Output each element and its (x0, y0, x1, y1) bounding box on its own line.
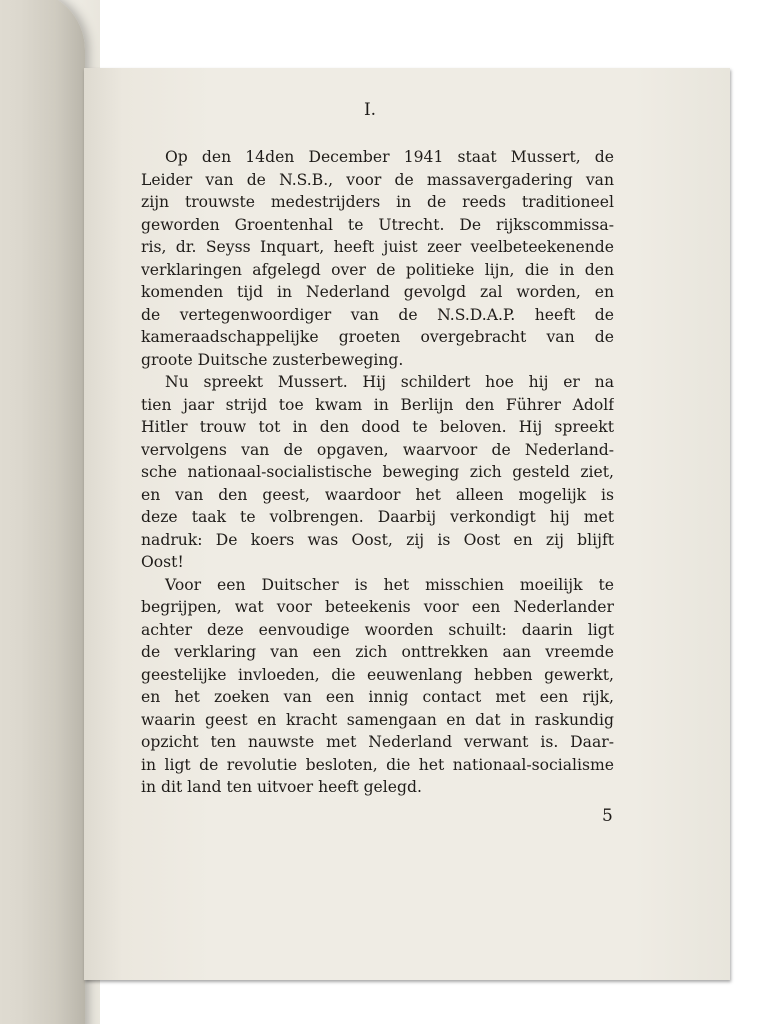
text-line: in ligt de revolutie besloten, die het nationaal-socialisme (141, 755, 614, 774)
text-line: en het zoeken van een innig contact met een rijk, (141, 688, 614, 706)
text-line: Leider van de N.S.B., voor de massavergadering van (141, 170, 614, 189)
text-line: Oost! (141, 553, 184, 571)
paragraph (141, 574, 614, 799)
text-line: sche nationaal-socialistische beweging zich gesteld ziet, (141, 463, 614, 481)
text-line: Op den 14den December 1941 staat Mussert, de (165, 148, 614, 166)
text-line: zijn trouwste medestrijders in de reeds traditioneel (141, 193, 614, 211)
text-line: groote Duitsche zusterbeweging. (141, 350, 404, 369)
text-line: waarin geest en kracht samengaan en dat in raskundig (141, 710, 614, 729)
paragraph (141, 371, 614, 574)
text-line: tien jaar strijd toe kwam in Berlijn den Führer Adolf (141, 395, 614, 414)
text-line: geestelijke invloeden, die eeuwenlang hebben gewerkt, (141, 665, 614, 684)
text-line: verklaringen afgelegd over de politieke lijn, die in den (141, 260, 614, 279)
text-line: en van den geest, waardoor het alleen mogelijk is (141, 485, 614, 504)
left-page-edge (0, 0, 85, 1024)
text-line: in dit land ten uitvoer heeft gelegd. (141, 778, 422, 796)
paragraph (141, 146, 614, 371)
text-line: de vertegenwoordiger van de N.S.D.A.P. heeft de (141, 305, 614, 324)
text-line: achter deze eenvoudige woorden schuilt: daarin ligt (141, 620, 614, 639)
text-line: vervolgens van de opgaven, waarvoor de Nederland- (141, 440, 614, 459)
text-line: de verklaring van een zich onttrekken aan vreemde (141, 643, 614, 661)
text-line: Nu spreekt Mussert. Hij schildert hoe hij er na (165, 373, 614, 391)
body-text (141, 146, 614, 799)
text-line: opzicht ten nauwste met Nederland verwant is. Daar- (141, 733, 614, 751)
text-line: deze taak te volbrengen. Daarbij verkondigt hij met (141, 508, 614, 526)
text-line: begrijpen, wat voor beteekenis voor een Nederlander (141, 598, 614, 616)
chapter-number: I. (363, 100, 377, 120)
text-line: kameraadschappelijke groeten overgebracht van de (141, 328, 614, 346)
text-line: geworden Groentenhal te Utrecht. De rijkscommissa- (141, 215, 614, 234)
text-line: Voor een Duitscher is het misschien moeilijk te (165, 575, 614, 594)
text-line: komenden tijd in Nederland gevolgd zal worden, en (141, 283, 614, 301)
text-line: Hitler trouw tot in den dood te beloven. Hij spreekt (141, 418, 614, 436)
text-line: ris, dr. Seyss Inquart, heeft juist zeer veelbeteekenende (141, 238, 614, 256)
page-number: 5 (602, 806, 613, 826)
text-line: nadruk: De koers was Oost, zij is Oost en zij blijft (141, 530, 614, 549)
